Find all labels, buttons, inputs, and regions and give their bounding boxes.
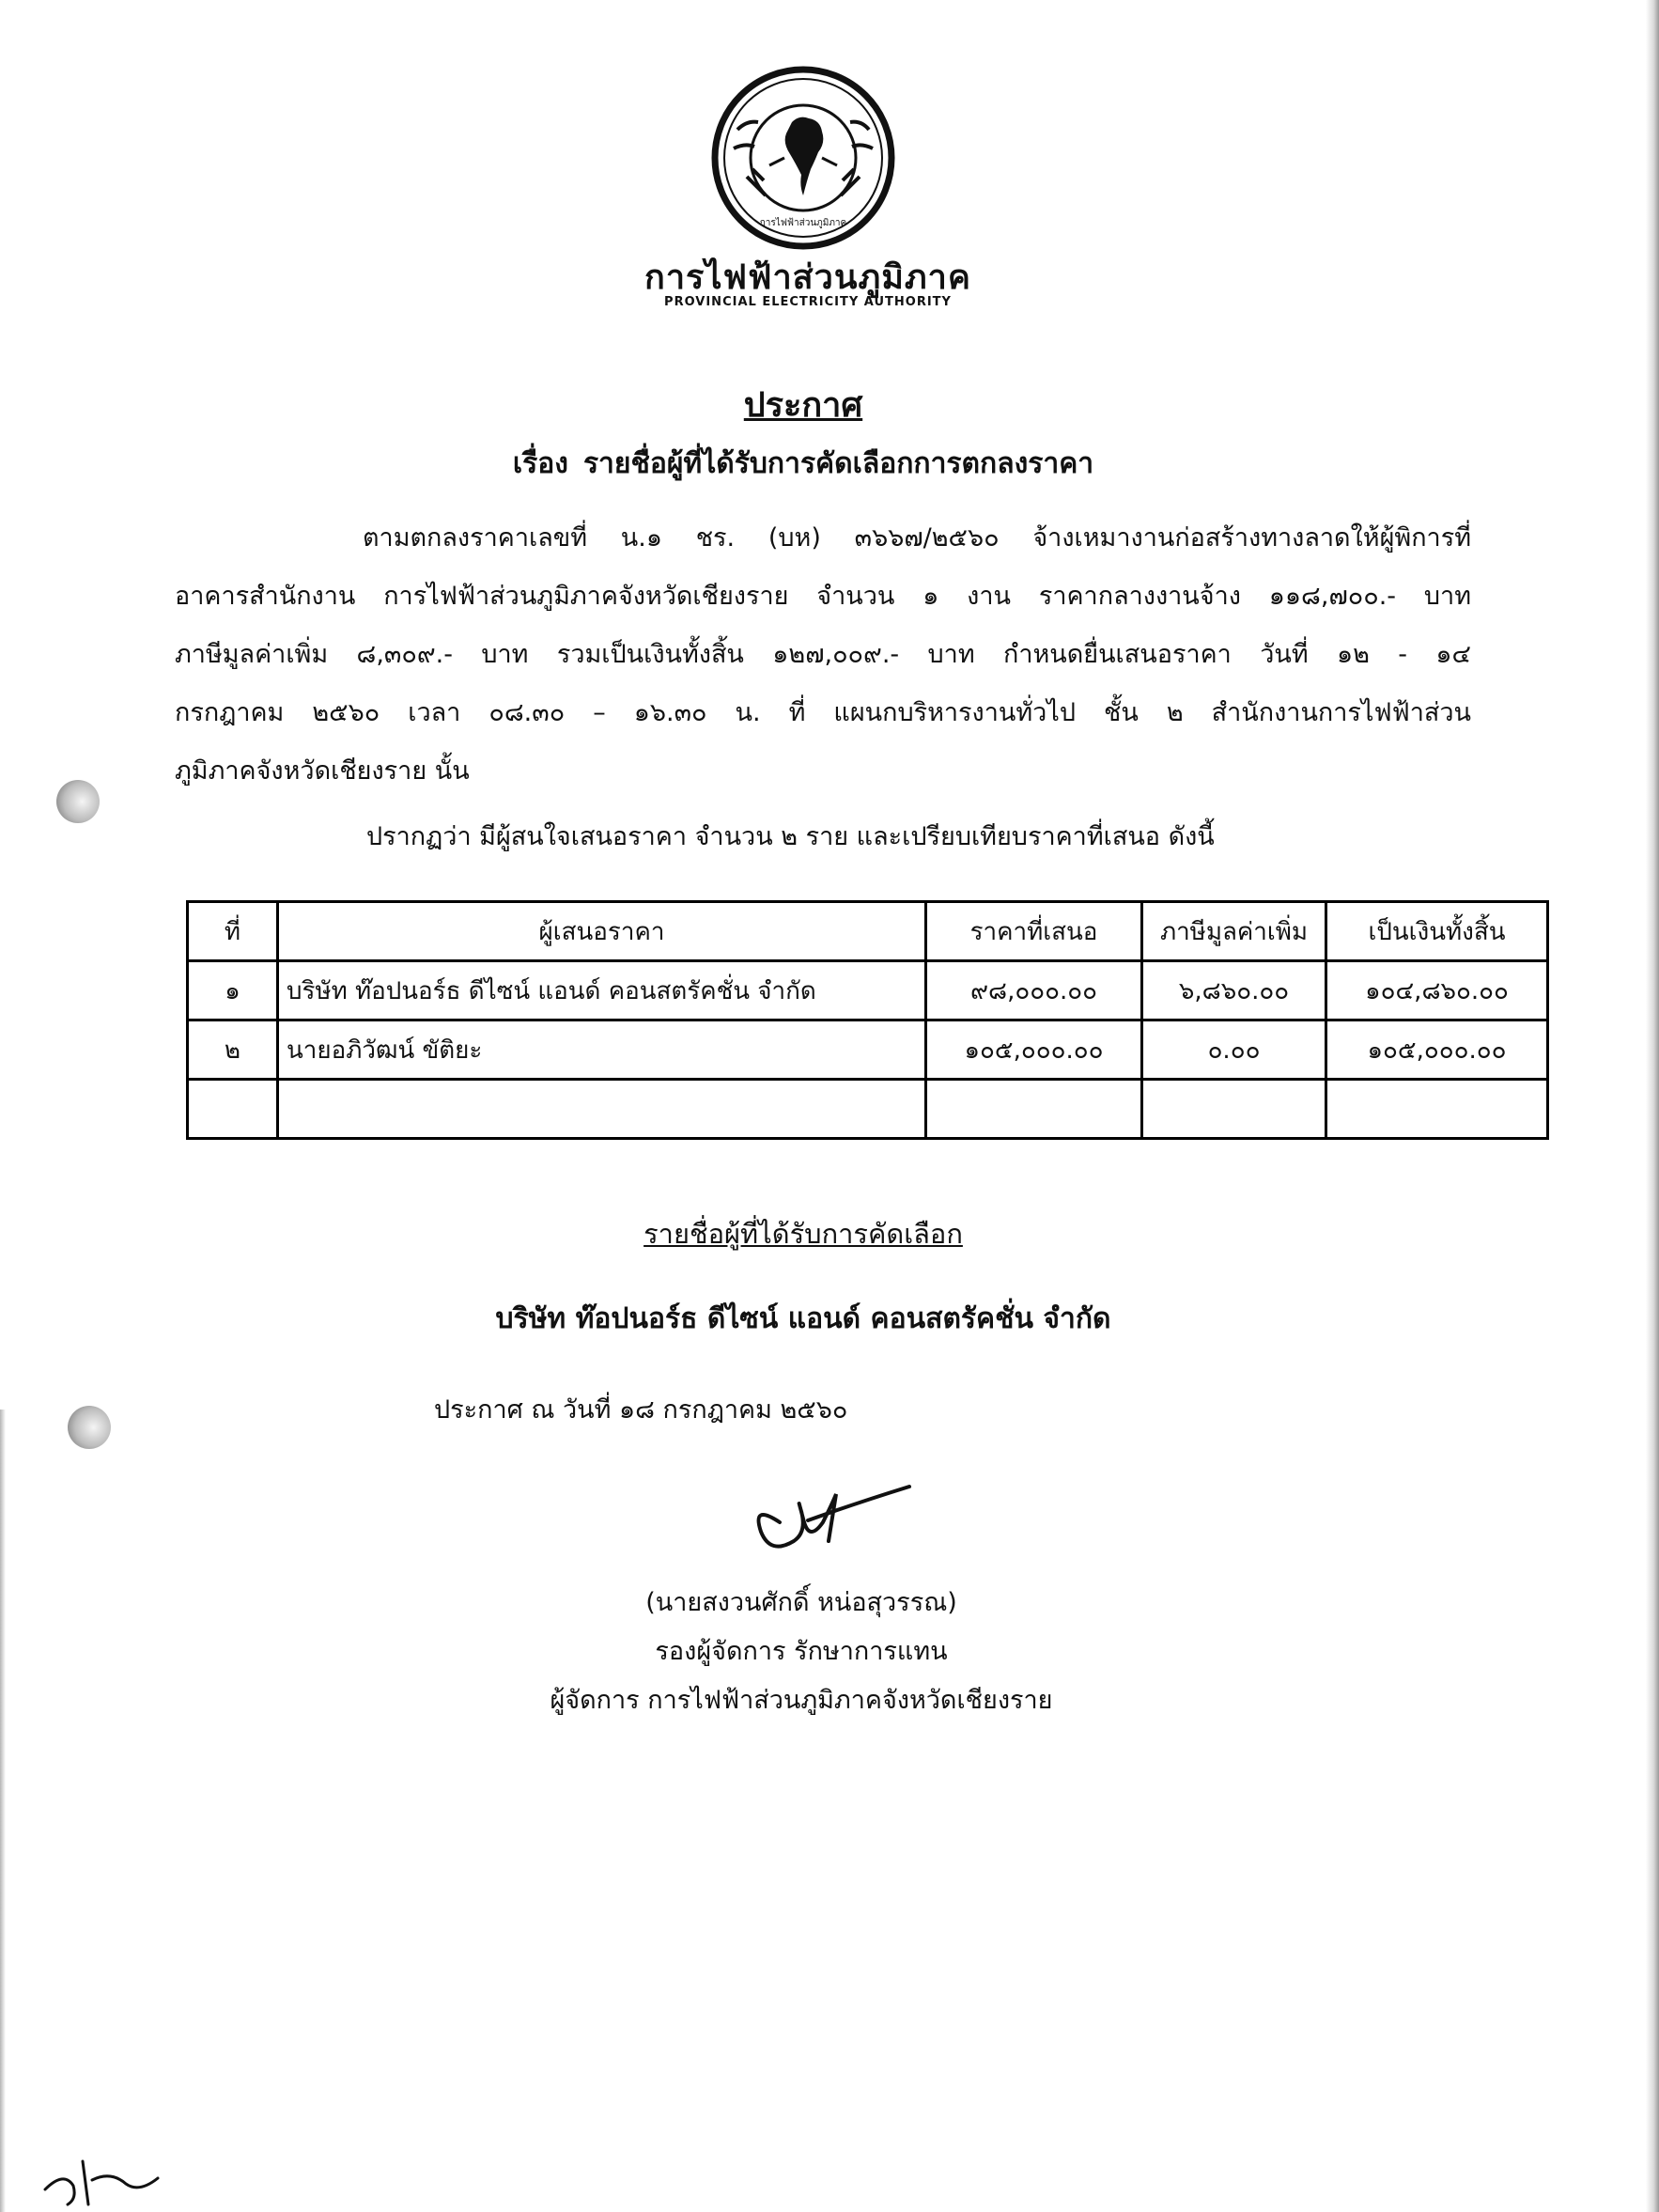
total-amount	[1326, 1080, 1548, 1139]
signatory-name: (นายสงวนศักดิ์ หน่อสุวรรณ)	[645, 1588, 957, 1617]
scan-edge-left	[0, 1410, 6, 2212]
org-name-thai: การไฟฟ้าส่วนภูมิภาค	[644, 258, 971, 297]
announcement-body	[175, 515, 1471, 806]
appearance-line: ปรากฏว่า มีผู้สนใจเสนอราคา จำนวน ๒ ราย และเปรียบเทียบราคาที่เสนอ ดังนี้	[366, 822, 1215, 851]
bidder-name: บริษัท ท๊อปนอร์ธ ดีไซน์ แอนด์ คอนสตรัคชั่น จำกัด	[278, 961, 926, 1020]
bid-comparison-table	[186, 900, 1549, 1140]
offered-price: ๑๐๕,๐๐๐.๐๐	[926, 1020, 1142, 1080]
table-row	[188, 1020, 1548, 1080]
subject-label: เรื่อง	[512, 447, 568, 480]
table-header-row	[188, 902, 1548, 961]
row-number: ๑	[188, 961, 278, 1020]
selected-list-title: รายชื่อผู้ที่ได้รับการคัดเลือก	[643, 1218, 963, 1250]
selected-bidder-name: บริษัท ท๊อปนอร์ธ ดีไซน์ แอนด์ คอนสตรัคชั่น จำกัด	[495, 1302, 1111, 1335]
bidder-name: นายอภิวัฒน์ ขัติยะ	[278, 1020, 926, 1080]
column-header: ที่	[188, 902, 278, 961]
body-line: ภาษีมูลค่าเพิ่ม ๘,๓๐๙.- บาท รวมเป็นเงินทั้งสิ้น ๑๒๗,๐๐๙.- บาท กำหนดยื่นเสนอราคา วันที่ ๑๒ - ๑๔	[175, 640, 1471, 669]
punch-hole-icon	[68, 1406, 111, 1449]
table-row	[188, 1080, 1548, 1139]
column-header: ผู้เสนอราคา	[278, 902, 926, 961]
row-number	[188, 1080, 278, 1139]
pea-emblem-icon	[709, 64, 897, 252]
org-name-english: PROVINCIAL ELECTRICITY AUTHORITY	[664, 295, 952, 309]
signatory-position: รองผู้จัดการ รักษาการแทน	[655, 1637, 948, 1666]
total-amount: ๑๐๕,๐๐๐.๐๐	[1326, 1020, 1548, 1080]
table-row	[188, 961, 1548, 1020]
announcement-heading: ประกาศ	[743, 386, 863, 425]
svg-text:การไฟฟ้าส่วนภูมิภาค: การไฟฟ้าส่วนภูมิภาค	[759, 218, 847, 228]
column-header: ราคาที่เสนอ	[926, 902, 1142, 961]
column-header: เป็นเงินทั้งสิ้น	[1326, 902, 1548, 961]
scan-edge-right	[1646, 0, 1659, 2212]
offered-price: ๙๘,๐๐๐.๐๐	[926, 961, 1142, 1020]
row-number: ๒	[188, 1020, 278, 1080]
announcement-date: ประกาศ ณ วันที่ ๑๘ กรกฎาคม ๒๕๖๐	[434, 1395, 848, 1425]
column-header: ภาษีมูลค่าเพิ่ม	[1142, 902, 1326, 961]
offered-price	[926, 1080, 1142, 1139]
announcement-subject	[0, 442, 1606, 486]
vat-amount: ๖,๘๖๐.๐๐	[1142, 961, 1326, 1020]
total-amount: ๑๐๔,๘๖๐.๐๐	[1326, 961, 1548, 1020]
bidder-name	[278, 1080, 926, 1139]
body-line: อาคารสำนักงาน การไฟฟ้าส่วนภูมิภาคจังหวัดเชียงราย จำนวน ๑ งาน ราคากลางงานจ้าง ๑๑๘,๗๐๐.- บาท	[175, 582, 1471, 611]
handwritten-signature-icon	[742, 1466, 921, 1569]
body-line: ตามตกลงราคาเลขที่ น.๑ ชร. (บห) ๓๖๖๗/๒๕๖๐ จ้างเหมางานก่อสร้างทางลาดให้ผู้พิการที่	[363, 523, 1471, 553]
body-line: กรกฎาคม ๒๕๖๐ เวลา ๐๘.๓๐ – ๑๖.๓๐ น. ที่ แผนกบริหารงานทั่วไป ชั้น ๒ สำนักงานการไฟฟ้าส่วน	[175, 698, 1471, 727]
body-line: ภูมิภาคจังหวัดเชียงราย นั้น	[175, 756, 470, 786]
vat-amount	[1142, 1080, 1326, 1139]
signatory-title: ผู้จัดการ การไฟฟ้าส่วนภูมิภาคจังหวัดเชียงราย	[550, 1686, 1053, 1715]
signatory-block	[0, 1579, 1603, 1725]
punch-hole-icon	[56, 780, 100, 823]
vat-amount: ๐.๐๐	[1142, 1020, 1326, 1080]
handwritten-initials-icon	[36, 2152, 177, 2208]
subject-text: รายชื่อผู้ที่ได้รับการคัดเลือกการตกลงราคา	[582, 447, 1094, 480]
